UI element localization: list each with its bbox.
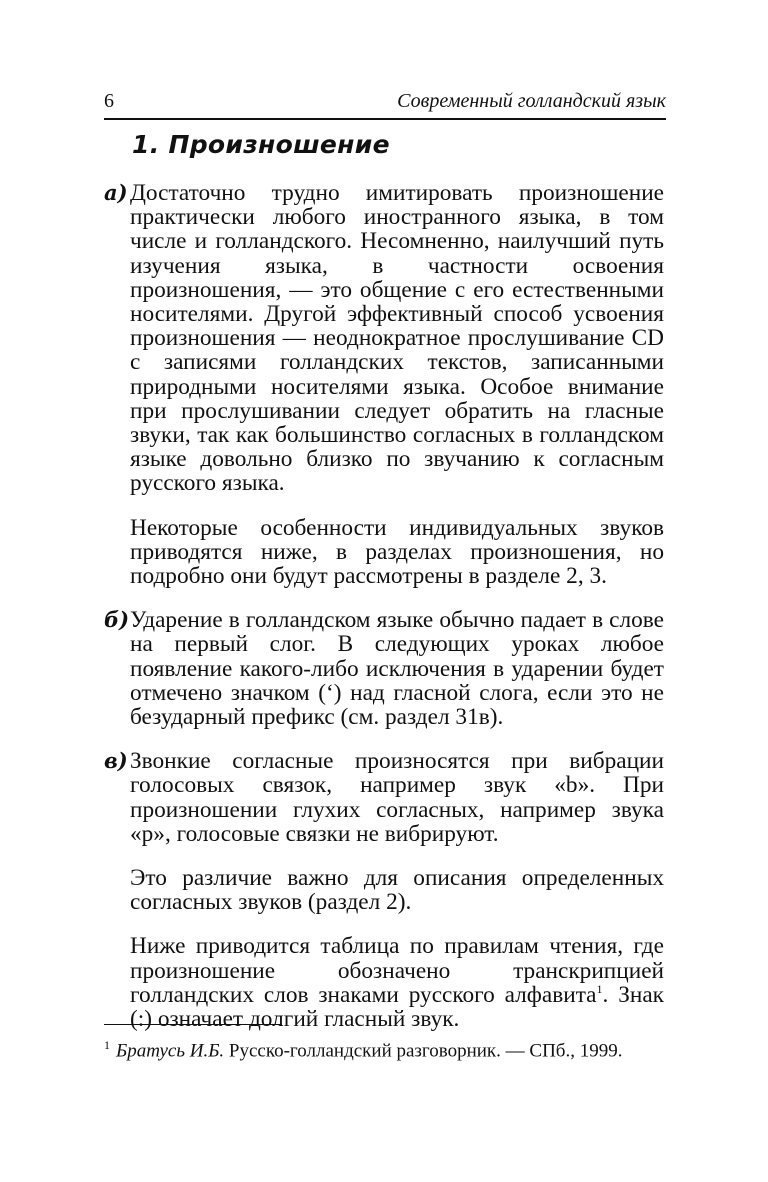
item-marker: б) — [104, 607, 130, 633]
item-text: Ударение в голландском языке обычно падает в слове на первый слог. В следующих уроках любое появление какого-либо исключения в ударении будет отмечено значком (‘) над гласной слога, если это не безударный префикс (см. раздел 31в). — [130, 607, 664, 731]
section-title: 1. Произношение — [132, 130, 390, 159]
footnote-divider — [104, 1024, 282, 1025]
running-title: Современный голландский язык — [397, 90, 666, 112]
footnote-text: Русско-голландский разговорник. — СПб., 1999. — [224, 1040, 623, 1062]
final-note-text: Ниже приводится таблица по правилам чтения, где произношение обозначено транскрипцией голландских слов знаками русского алфавита — [130, 933, 664, 1008]
item-text: Звонкие согласные произносятся при вибрации голосовых связок, например звук «b». При произношении глухих согласных, например звука «p», голосовые связки не вибрируют. — [130, 748, 664, 847]
footnote-author: Братусь И.Б. — [116, 1040, 225, 1062]
page-header — [104, 88, 666, 120]
footnote-reference[interactable]: 1 — [596, 982, 603, 997]
page-number: 6 — [104, 90, 114, 112]
item-marker: а) — [104, 180, 128, 205]
item-text: Достаточно трудно имитировать произношение практически любого иностранного языка, в том числе и голландского. Несомненно, наилучший путь изучения языка, в частности освоения произношения, — это общение с его естественными носителями. Другой эффективный способ усвоения произношения — неоднократное прослушивание CD с записями голландских текстов, записанными природными носителями языка. Особое внимание при прослушивании следует обратить на гласные звуки, так как большинство согласных в голландском языке довольно близко по звучанию к согласным русского языка. — [130, 180, 664, 497]
paragraph-v-note: Это различие важно для описания определенных согласных звуков (раздел 2). — [130, 865, 664, 916]
body-text — [104, 181, 664, 1031]
footnote-mark: 1 — [104, 1038, 110, 1052]
item-a — [104, 181, 664, 496]
paragraph-final-note — [104, 934, 664, 1031]
item-b — [104, 608, 664, 729]
item-marker: в) — [104, 748, 128, 774]
paragraph-a-note: Некоторые особенности индивидуальных звуков приводятся ниже, в разделах произношения, но подробно они будут рассмотрены в разделе 2, 3. — [130, 514, 664, 590]
final-note-text-end: . Знак (:) означает долгий гласный звук. — [130, 981, 664, 1033]
footnote — [104, 1038, 622, 1062]
item-v — [104, 749, 664, 846]
